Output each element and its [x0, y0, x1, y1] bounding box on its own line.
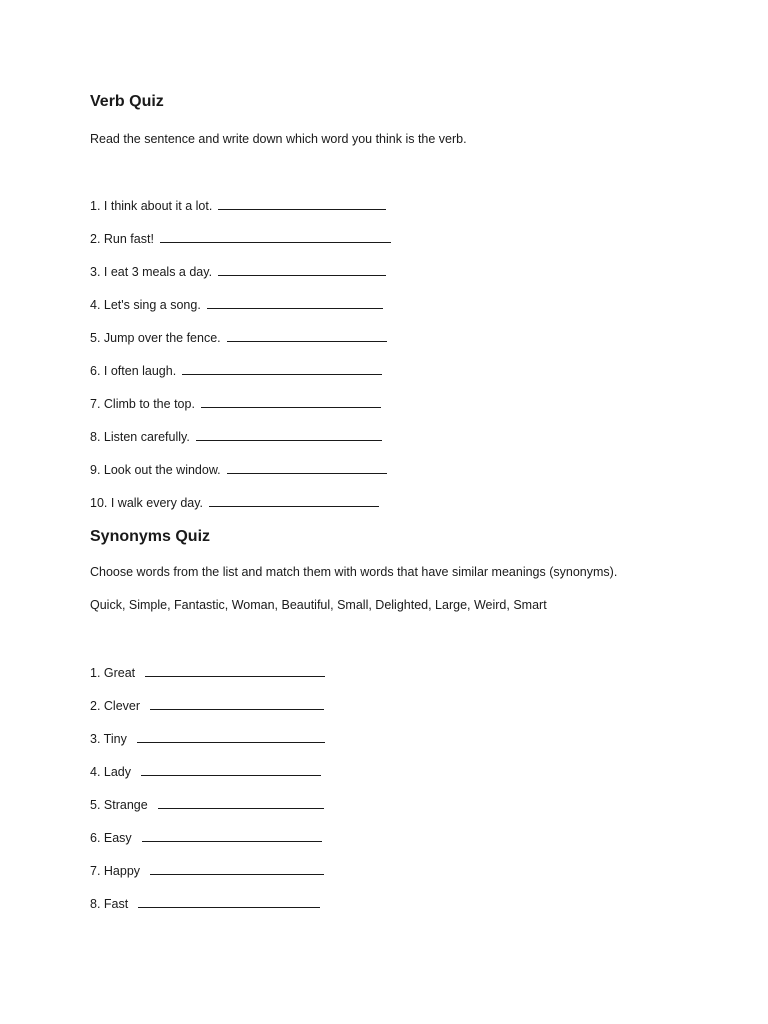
synonym-question-text: 6. Easy — [90, 831, 132, 845]
verb-question-text: 6. I often laugh. — [90, 364, 177, 378]
verb-question-text: 4. Let's sing a song. — [90, 298, 201, 312]
verb-question — [90, 197, 386, 213]
answer-blank[interactable] — [196, 428, 382, 441]
synonym-question-text: 4. Lady — [90, 765, 132, 779]
answer-blank[interactable] — [218, 263, 386, 276]
answer-blank[interactable] — [201, 395, 381, 408]
answer-blank[interactable] — [227, 461, 387, 474]
verb-question — [90, 428, 382, 444]
synonym-question — [90, 796, 324, 812]
synonym-question-text: 2. Clever — [90, 699, 141, 713]
synonym-question — [90, 664, 325, 680]
verb-question-text: 8. Listen carefully. — [90, 430, 190, 444]
answer-blank[interactable] — [209, 494, 379, 507]
verb-question-text: 10. I walk every day. — [90, 496, 204, 510]
answer-blank[interactable] — [158, 796, 324, 809]
verb-question-text: 5. Jump over the fence. — [90, 331, 221, 345]
synonym-question — [90, 862, 324, 878]
answer-blank[interactable] — [137, 730, 325, 743]
verb-question — [90, 362, 382, 378]
synonym-question — [90, 697, 324, 713]
synonym-question — [90, 829, 322, 845]
synonym-question — [90, 730, 325, 746]
verb-question — [90, 494, 379, 510]
verb-quiz-instructions: Read the sentence and write down which word you think is the verb. — [90, 132, 467, 146]
synonym-question-text: 3. Tiny — [90, 732, 127, 746]
answer-blank[interactable] — [141, 763, 321, 776]
verb-question-text: 1. I think about it a lot. — [90, 199, 213, 213]
verb-question — [90, 461, 387, 477]
verb-question — [90, 230, 391, 246]
answer-blank[interactable] — [182, 362, 382, 375]
synonym-question-text: 7. Happy — [90, 864, 141, 878]
answer-blank[interactable] — [150, 697, 324, 710]
answer-blank[interactable] — [218, 197, 386, 210]
verb-question-text: 2. Run fast! — [90, 232, 154, 246]
answer-blank[interactable] — [207, 296, 383, 309]
synonym-question — [90, 895, 320, 911]
answer-blank[interactable] — [160, 230, 391, 243]
synonyms-quiz-title: Synonyms Quiz — [90, 528, 211, 545]
synonyms-word-list: Quick, Simple, Fantastic, Woman, Beautiful, Small, Delighted, Large, Weird, Smart — [90, 598, 547, 612]
verb-question — [90, 329, 387, 345]
verb-question-text: 7. Climb to the top. — [90, 397, 195, 411]
synonym-question-text: 8. Fast — [90, 897, 129, 911]
synonym-question-text: 1. Great — [90, 666, 136, 680]
answer-blank[interactable] — [150, 862, 324, 875]
verb-quiz-title: Verb Quiz — [90, 93, 164, 110]
answer-blank[interactable] — [227, 329, 387, 342]
synonym-question — [90, 763, 321, 779]
synonym-question-text: 5. Strange — [90, 798, 148, 812]
verb-question-text: 9. Look out the window. — [90, 463, 221, 477]
answer-blank[interactable] — [142, 829, 322, 842]
verb-question — [90, 263, 386, 279]
verb-question-text: 3. I eat 3 meals a day. — [90, 265, 213, 279]
synonyms-quiz-instructions: Choose words from the list and match them with words that have similar meanings (synonyms). — [90, 565, 618, 579]
answer-blank[interactable] — [145, 664, 325, 677]
answer-blank[interactable] — [138, 895, 320, 908]
verb-question — [90, 296, 383, 312]
verb-question — [90, 395, 381, 411]
